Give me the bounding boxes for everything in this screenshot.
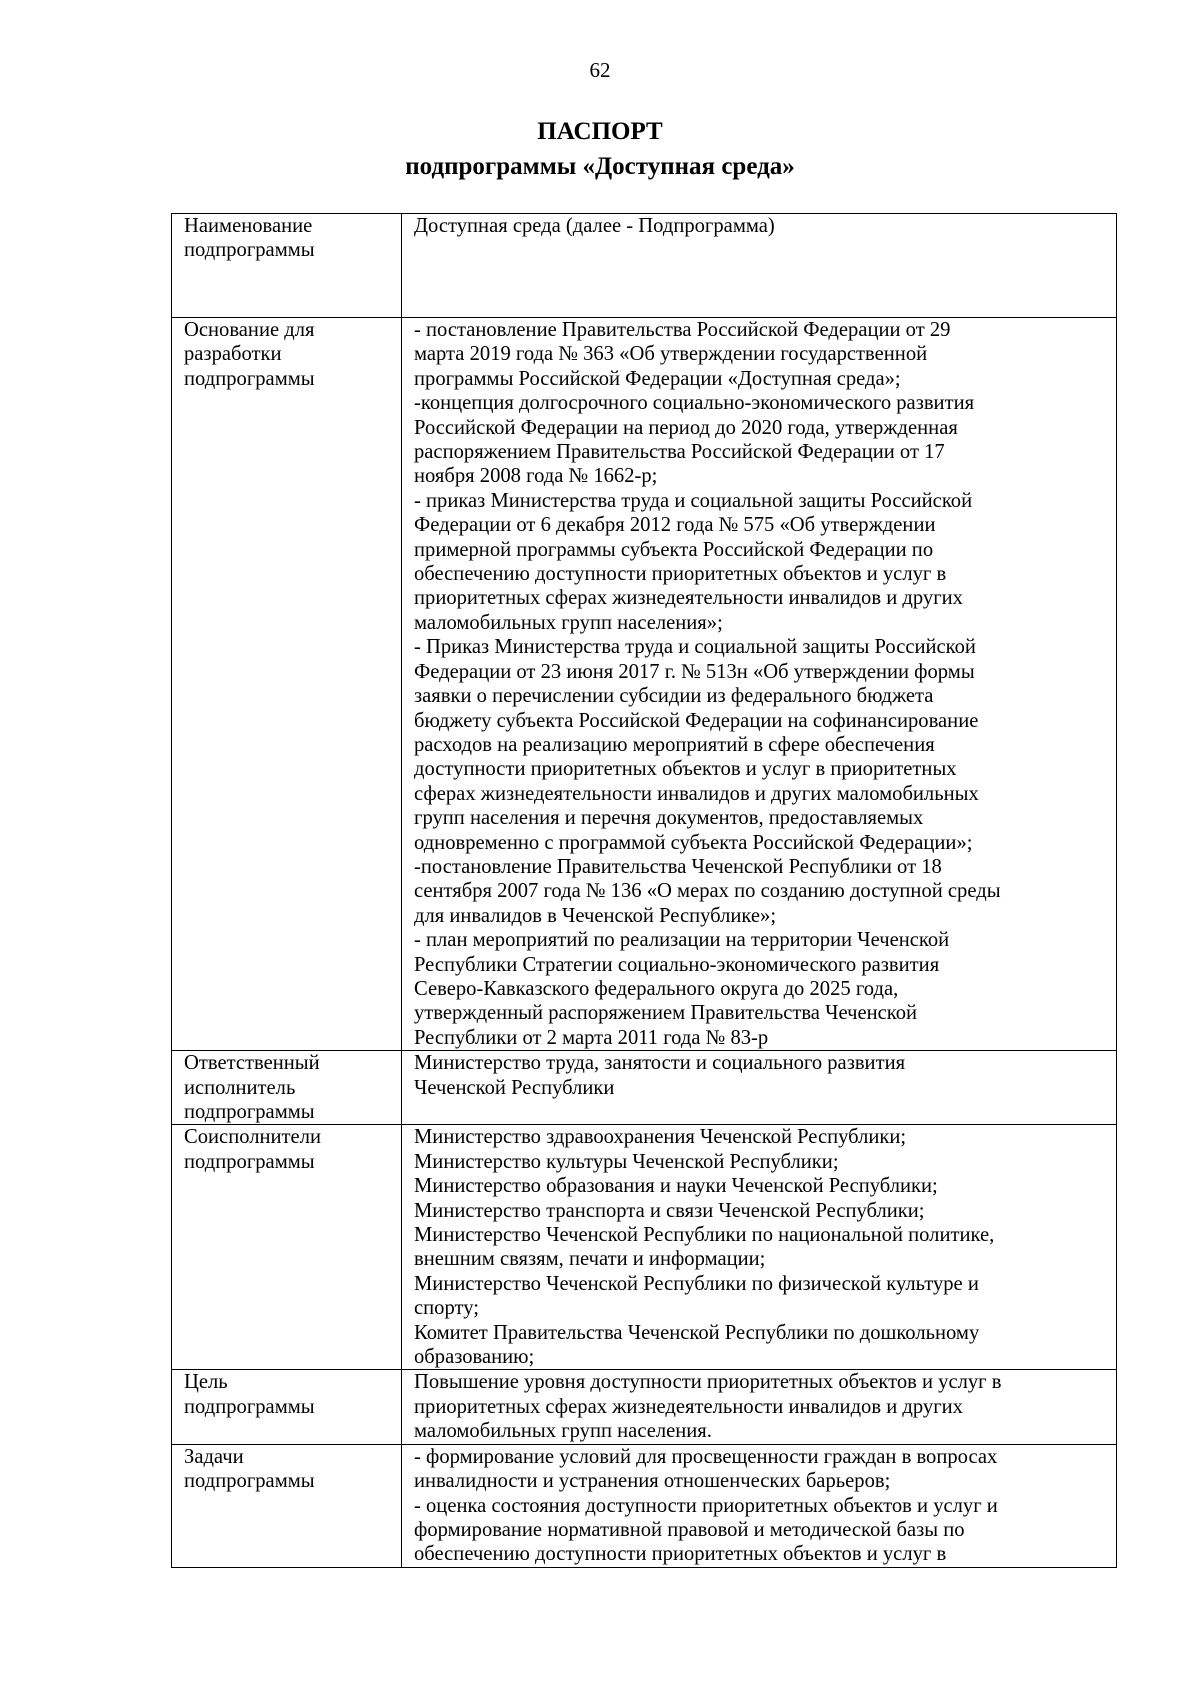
content-line: -концепция долгосрочного социально-экономического развития	[414, 392, 975, 415]
row-label	[172, 1370, 402, 1444]
row-label	[172, 214, 402, 318]
content-line: Министерство транспорта и связи Чеченской Республики;	[414, 1199, 925, 1222]
row-content	[402, 1051, 1117, 1125]
content-line: Министерство здравоохранения Чеченской Республики;	[414, 1126, 907, 1149]
label-line: Ответственный	[184, 1052, 320, 1075]
content-line: - план мероприятий по реализации на территории Чеченской	[414, 929, 950, 952]
content-line: сферах жизнедеятельности инвалидов и других маломобильных	[414, 782, 979, 805]
content-line: спорту;	[414, 1297, 479, 1320]
document-title: ПАСПОРТ	[537, 118, 663, 145]
label-line: Наименование	[184, 215, 313, 237]
content-line: заявки о перечислении субсидии из федерального бюджета	[414, 685, 934, 708]
row-content	[402, 1370, 1117, 1444]
content-line: Республики Стратегии социально-экономического развития	[414, 953, 940, 976]
content-line: Северо-Кавказского федерального округа до 2025 года,	[414, 977, 899, 1000]
row-subprogram-name	[172, 214, 1117, 318]
label-line: подпрограммы	[184, 1395, 315, 1418]
content-line: - оценка состояния доступности приоритетных объектов и услуг и	[414, 1494, 998, 1517]
content-line: расходов на реализацию мероприятий в сфере обеспечения	[414, 733, 935, 756]
content-line: формирование нормативной правовой и методической базы по	[414, 1518, 965, 1541]
content-line: - приказ Министерства труда и социальной защиты Российской	[414, 489, 973, 512]
content-line: - постановление Правительства Российской Федерации от 29	[414, 319, 951, 341]
content-line: обеспечению доступности приоритетных объектов и услуг в	[414, 1543, 947, 1566]
label-line: подпрограммы	[184, 1470, 315, 1493]
row-label	[172, 1444, 402, 1567]
document-subtitle: подпрограммы «Доступная среда»	[405, 153, 795, 180]
row-content	[402, 1125, 1117, 1370]
row-content	[402, 1444, 1117, 1567]
content-line: групп населения и перечня документов, предоставляемых	[414, 807, 924, 830]
label-line: подпрограммы	[184, 1101, 315, 1123]
content-line: Российской Федерации на период до 2020 года, утвержденная	[414, 416, 958, 439]
content-line: Министерство Чеченской Республики по национальной политике,	[414, 1224, 995, 1247]
content-line: Чеченской Республики	[414, 1076, 615, 1099]
content-line: примерной программы субъекта Российской Федерации по	[414, 538, 934, 561]
row-label	[172, 318, 402, 1051]
row-label	[172, 1051, 402, 1125]
passport-table	[171, 213, 1117, 1568]
row-label	[172, 1125, 402, 1370]
content-line: внешним связям, печати и информации;	[414, 1248, 766, 1271]
row-responsible-executor	[172, 1051, 1117, 1125]
content-line: приоритетных сферах жизнедеятельности инвалидов и других	[414, 1395, 963, 1418]
content-line: доступности приоритетных объектов и услуг в приоритетных	[414, 758, 957, 781]
content-line: бюджету субъекта Российской Федерации на софинансирование	[414, 709, 979, 732]
page-number: 62	[589, 58, 611, 82]
content-line: утвержденный распоряжением Правительства Чеченской	[414, 1002, 918, 1025]
row-co-executors	[172, 1125, 1117, 1370]
label-line: разработки	[184, 343, 282, 366]
row-goal	[172, 1370, 1117, 1444]
content-line: маломобильных групп населения»;	[414, 611, 723, 634]
label-line: подпрограммы	[184, 1150, 315, 1173]
label-line: исполнитель	[184, 1076, 296, 1099]
content-line: сентября 2007 года № 136 «О мерах по созданию доступной среды	[414, 880, 1001, 903]
content-line: Республики от 2 марта 2011 года № 83-р	[414, 1026, 769, 1049]
content-line: программы Российской Федерации «Доступная среда»;	[414, 367, 901, 390]
content-line: - Приказ Министерства труда и социальной защиты Российской	[414, 636, 976, 659]
row-tasks	[172, 1444, 1117, 1567]
content-line: Министерство труда, занятости и социального развития	[414, 1052, 906, 1075]
content-line: -постановление Правительства Чеченской Республики от 18	[414, 855, 942, 878]
row-basis	[172, 318, 1117, 1051]
content-line: ноября 2008 года № 1662-р;	[414, 465, 658, 488]
content-line: - формирование условий для просвещенности граждан в вопросах	[414, 1445, 998, 1468]
content-line: Федерации от 6 декабря 2012 года № 575 «Об утверждении	[414, 514, 936, 537]
label-line: подпрограммы	[184, 239, 315, 262]
label-line: Цель	[184, 1371, 228, 1394]
content-line: Комитет Правительства Чеченской Республики по дошкольному	[414, 1321, 980, 1344]
row-content	[402, 318, 1117, 1051]
label-line: Основание для	[184, 319, 315, 341]
content-line: Федерации от 23 июня 2017 г. № 513н «Об утверждении формы	[414, 660, 975, 683]
content-line: Министерство культуры Чеченской Республики;	[414, 1150, 839, 1173]
label-line: Соисполнители	[184, 1126, 321, 1149]
label-line: подпрограммы	[184, 367, 315, 390]
content-line: образованию;	[414, 1346, 535, 1369]
content-line: одновременно с программой субъекта Российской Федерации»;	[414, 831, 973, 854]
content-line: Повышение уровня доступности приоритетных объектов и услуг в	[414, 1371, 1002, 1394]
content-line: приоритетных сферах жизнедеятельности инвалидов и других	[414, 587, 963, 610]
content-line: инвалидности и устранения отношенческих барьеров;	[414, 1470, 891, 1493]
content-line: распоряжением Правительства Российской Федерации от 17	[414, 441, 945, 464]
content-line: обеспечению доступности приоритетных объектов и услуг в	[414, 563, 947, 586]
content-line: маломобильных групп населения.	[414, 1420, 712, 1443]
content-line: Доступная среда (далее - Подпрограмма)	[414, 215, 775, 237]
content-line: для инвалидов в Чеченской Республике»;	[414, 904, 777, 927]
label-line: Задачи	[184, 1445, 244, 1468]
content-line: Министерство образования и науки Чеченской Республики;	[414, 1175, 938, 1198]
content-line: марта 2019 года № 363 «Об утверждении государственной	[414, 343, 928, 366]
row-content	[402, 214, 1117, 318]
content-line: Министерство Чеченской Республики по физической культуре и	[414, 1272, 979, 1295]
